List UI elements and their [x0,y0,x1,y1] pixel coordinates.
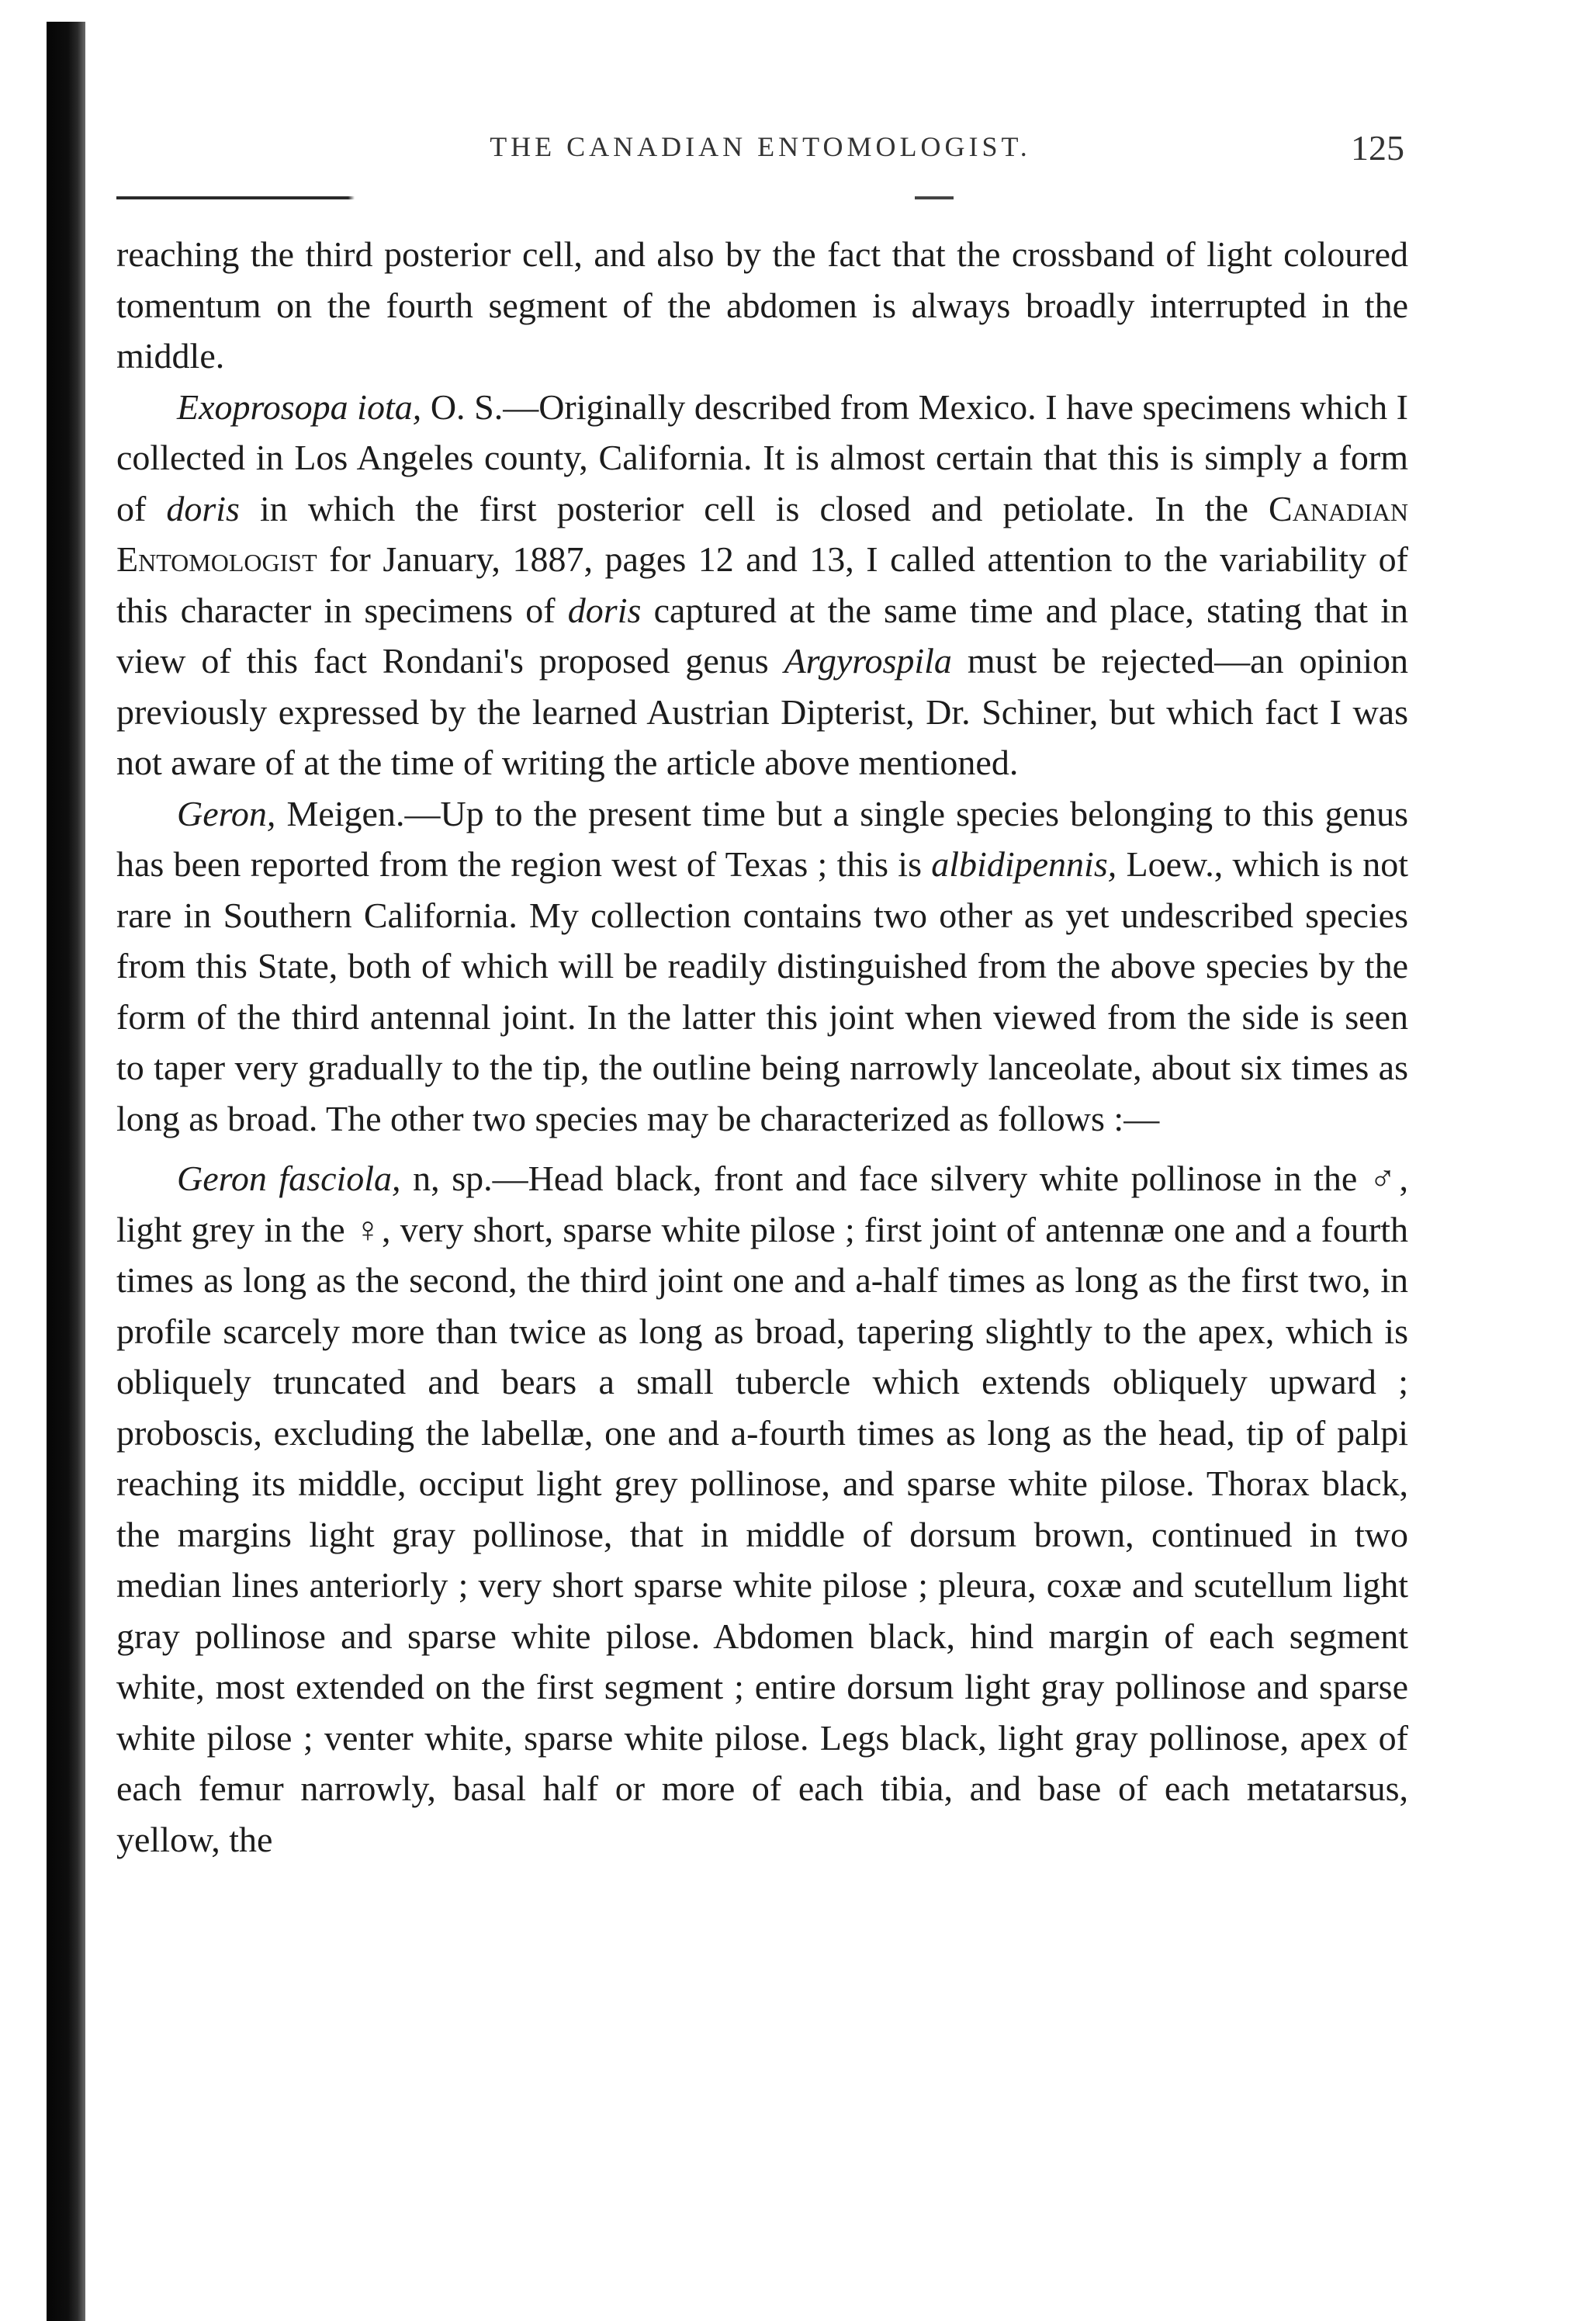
species-name: doris [567,590,642,630]
header-rule [116,196,1404,199]
page-number: 125 [1351,128,1404,168]
genus-name: Geron, [177,793,276,833]
paragraph-geron-fasciola: Geron fasciola, n, sp.—Head black, front and face silvery white pollinose in the ♂, light grey in the ♀, very short, sparse white pilose ; first joint of antennæ one and a fourth times as long as the second, the third joint one and a-half times as long as the first two, in profile scarcely more than twice as long as broad, tapering slightly to the apex, which is obliquely truncated and bears a small tubercle which extends obliquely upward ; proboscis, excluding the labellæ, one and a-fourth times as long as the head, tip of palpi reaching its middle, occiput light grey pollinose, and sparse white pilose. Thorax black, the margins light gray pollinose, that in middle of dorsum brown, continued in two median lines anteriorly ; very short sparse white pilose ; pleura, coxæ and scutellum light gray pollinose and sparse white pilose. Abdomen black, hind margin of each segment white, most extended on the first segment ; entire dorsum light gray pollinose and sparse white pilose ; venter white, sparse white pilose. Legs black, light gray pollinose, apex of each femur narrowly, basal half or more of each tibia, and base of each metatarsus, yellow, the [116,1159,1408,1859]
journal-name: Canadian Entomologist [116,488,1408,579]
species-name: Geron fasciola, [177,1159,401,1198]
body-text [116,229,1408,1865]
genus-name: Argyrospila [784,641,952,681]
page-header [116,130,1404,177]
paragraph-continuation: reaching the third posterior cell, and also by the fact that the crossband of light coloured tomentum on the fourth segment of the abdomen is always broadly interrupted in the middle. [116,234,1408,376]
book-binding-edge [47,22,85,2321]
species-name: Exoprosopa iota, [177,386,422,427]
paragraph-geron: Geron, Meigen.—Up to the present time but a single species belonging to this genus has been reported from the region west of Texas ; this is albidipennis, Loew., which is not rare in Southern California. My collection contains two other as yet undescribed species from this State, both of which will be readily distinguished from the above species by the form of the third antennal joint. In the latter this joint when viewed from the side is seen to taper very gradually to the tip, the outline being narrowly lanceolate, about six times as long as broad. The other two species may be characterized as follows :— [116,793,1408,1138]
paragraph-exoprosopa-iota: Exoprosopa iota, O. S.—Originally described from Mexico. I have specimens which I collected in Los Angeles county, California. It is almost certain that this is simply a form of doris in which the first posterior cell is closed and petiolate. In the Canadian Entomologist for January, 1887, pages 12 and 13, I called attention to the variability of this character in specimens of doris captured at the same time and place, stating that in view of this fact Rondani's proposed genus Argyrospila must be rejected—an opinion previously expressed by the learned Austrian Dipterist, Dr. Schiner, but which fact I was not aware of at the time of writing the article above mentioned. [116,386,1408,782]
species-name: albidipennis, [931,844,1117,884]
species-name: doris [166,488,240,528]
running-title: THE CANADIAN ENTOMOLOGIST. [490,131,1031,162]
